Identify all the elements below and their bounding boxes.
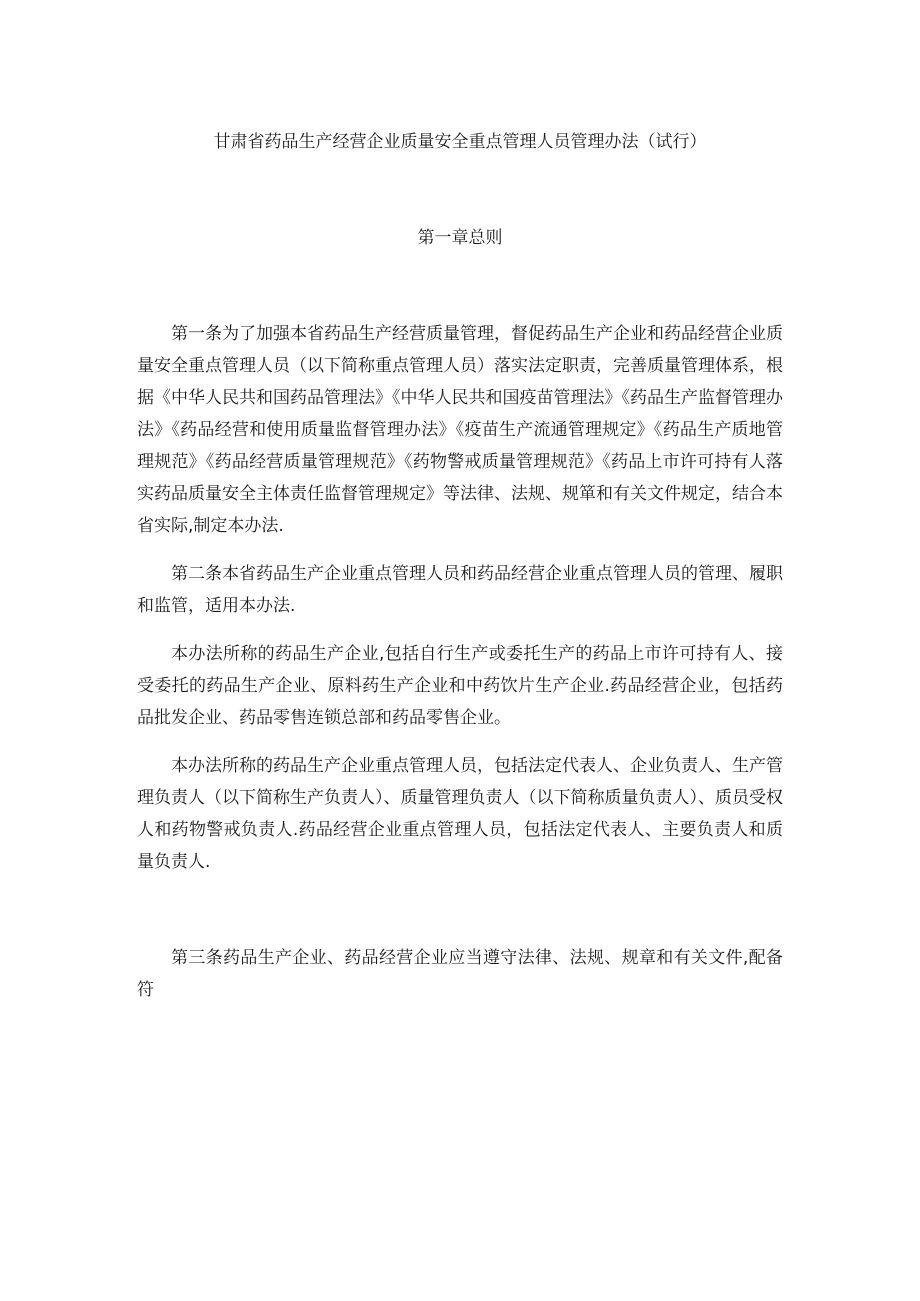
key-personnel-definition-paragraph: 本办法所称的药品生产企业重点管理人员，包括法定代表人、企业负责人、生产管理负责人（以下简称生产负责人）、质量管理负责人（以下简称质量负责人）、质员受权人和药物警戒负责人.药品经营企业重点管理人员，包括法定代表人、主要负责人和质量负责人. (137, 756, 783, 872)
production-enterprise-definition-paragraph: 本办法所称的药品生产企业,包括自行生产或委托生产的药品上市许可持有人、接受委托的药品生产企业、原料药生产企业和中药饮片生产企业.药品经营企业，包括药品批发企业、药品零售连锁总部和药品零售企业。 (137, 644, 783, 728)
article-1-paragraph: 第一条为了加强本省药品生产经营质量管理，督促药品生产企业和药品经营企业质量安全重点管理人员（以下简称重点管理人员）落实法定职责，完善质量管理体系，根据《中华人民共和国药品管理法》《中华人民共和国疫苗管理法》《药品生产监督管理办法》《药品经营和使用质量监督管理办法》《疫苗生产流通管理规定》《药品生产质地管理规范》《药品经营质量管理规范》《药物警戒质量管理规范》《药品上市许可持有人落实药品质量安全主体责任监督管理规定》等法律、法规、规箪和有关文件规定，结合本省实际,制定本办法. (137, 324, 783, 536)
article-2-paragraph: 第二条本省药品生产企业重点管理人员和药品经营企业重点管理人员的管理、履职和监管，适用本办法. (137, 564, 783, 616)
document-title: 甘肃省药品生产经营企业质量安全重点管理人员管理办法（试行） (213, 132, 707, 152)
article-3-paragraph: 第三条药品生产企业、药品经营企业应当遵守法律、法规、规章和有关文件,配备符 (137, 948, 783, 1000)
document-body (137, 318, 783, 1006)
chapter-title: 第一章总则 (417, 228, 503, 248)
